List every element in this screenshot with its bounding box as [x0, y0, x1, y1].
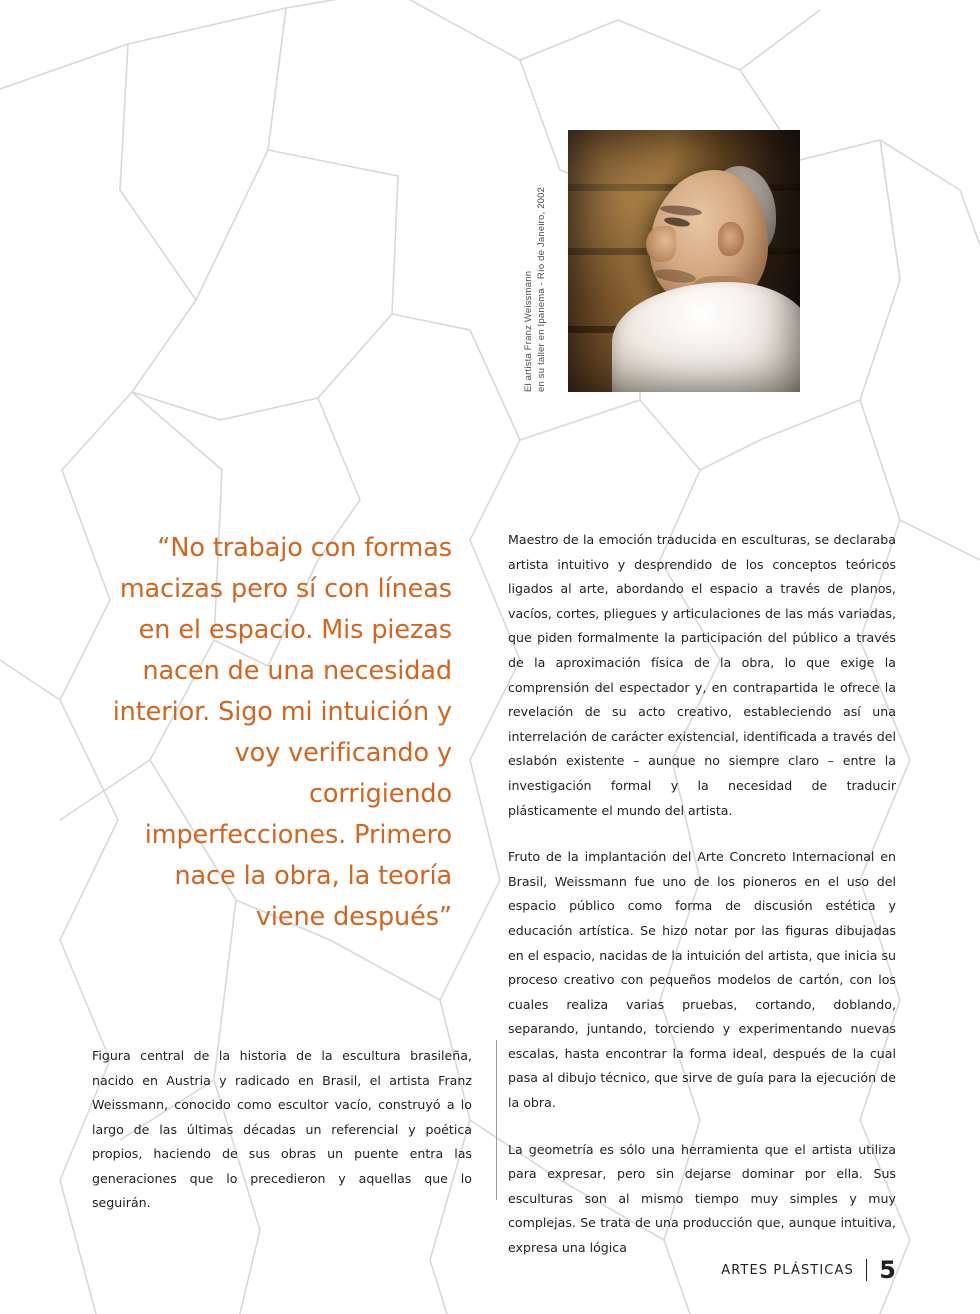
artist-photograph — [568, 130, 800, 392]
artist-photo-block — [508, 130, 800, 392]
column-divider — [496, 1040, 497, 1200]
photo-caption — [522, 130, 547, 392]
body-paragraph-2: Fruto de la implantación del Arte Concreto Internacional en Brasil, Weissmann fue uno de los pioneros en el uso del espacio público como forma de discusión estética y educación artística. Se hizo notar por las figuras dibujadas en el espacio, nacidas de la intuición del artista, que inicia su proceso creativo con pequeños modelos de cartón, con los cuales realiza varias pruebas, cortando, doblando, separando, juntando, torciendo y experimentando nuevas escalas, hasta encontrar la forma ideal, después de la cual pasa al dibujo técnico, que sirve de guía para la ejecución de la obra. — [508, 849, 896, 1111]
footer-divider — [866, 1259, 868, 1281]
page-footer — [721, 1258, 896, 1282]
pull-quote: “No trabajo con formas macizas pero sí con líneas en el espacio. Mis piezas nacen de una necesidad interior. Sigo mi intuición y voy verificando y corrigiendo imperfecciones. Primero nace la obra, la teoría viene después” — [112, 533, 452, 932]
page-number: 5 — [879, 1256, 896, 1284]
body-paragraph-1: Maestro de la emoción traducida en esculturas, se declaraba artista intuitivo y desprendido de los conceptos teóricos ligados al arte, abordando el espacio a través de planos, vacíos, cortes, pliegues y articulaciones de las más variadas, que piden formalmente la participación del público a través de la aproximación física de la obra, lo que exige la comprensión del espectador y, en contrapartida le ofrece la revelación de su acto creativo, estableciendo así una interrelación de carácter existencial, identificada a través del eslabón existente – aunque no siempre claro – entre la investigación formal y la necesidad de traducir plásticamente el mundo del artista. — [508, 532, 896, 818]
photo-caption-line-1: El artista Franz Weissmann — [523, 270, 534, 392]
body-column — [508, 528, 896, 1261]
photo-vignette — [568, 130, 800, 392]
photo-caption-line-2: en su taller en Ipanema - Río de Janeiro, 2002 — [536, 186, 547, 392]
footer-section-label: ARTES PLÁSTICAS — [721, 1262, 854, 1278]
intro-paragraph: Figura central de la historia de la escultura brasileña, nacido en Austria y radicado en Brasil, el artista Franz Weissmann, conocido como escultor vacío, construyó a lo largo de las últimas décadas un referencial y poética propios, haciendo de sus obras un puente entra las generaciones que lo precedieron y aquellas que lo seguirán. — [92, 1048, 472, 1210]
body-paragraph-3: La geometría es sólo una herramienta que el artista utiliza para expresar, pero sin dejarse dominar por ella. Sus esculturas son al mismo tiempo muy simples y muy complejas. Se trata de una producción que, aunque intuitiva, expresa una lógica — [508, 1141, 896, 1256]
